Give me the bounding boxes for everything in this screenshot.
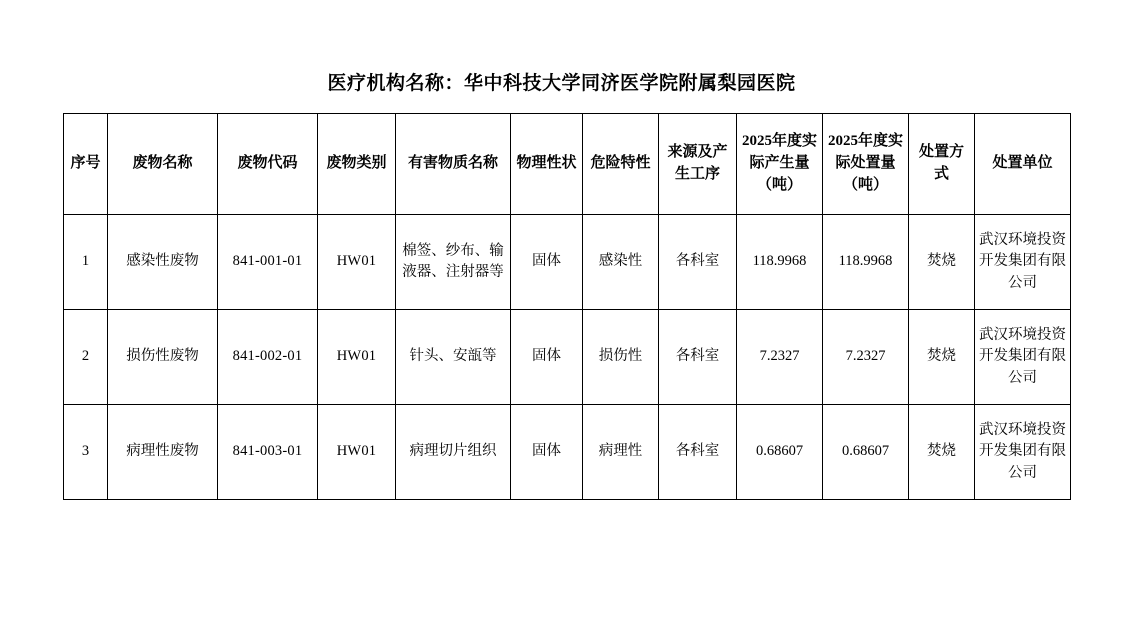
cell-hazard-characteristic: 损伤性 xyxy=(583,310,659,405)
column-header-source-process: 来源及产生工序 xyxy=(659,114,737,215)
cell-index: 1 xyxy=(64,215,108,310)
cell-generated-amount: 118.9968 xyxy=(737,215,823,310)
cell-index: 2 xyxy=(64,310,108,405)
column-header-disposal-unit: 处置单位 xyxy=(975,114,1071,215)
column-header-generated-amount: 2025年度实际产生量（吨） xyxy=(737,114,823,215)
cell-source-process: 各科室 xyxy=(659,310,737,405)
cell-disposal-unit: 武汉环境投资开发集团有限公司 xyxy=(975,405,1071,500)
column-header-index: 序号 xyxy=(64,114,108,215)
page-title: 医疗机构名称：华中科技大学同济医学院附属梨园医院 xyxy=(327,73,796,94)
column-header-physical-state: 物理性状 xyxy=(511,114,583,215)
cell-source-process: 各科室 xyxy=(659,405,737,500)
cell-hazard-characteristic: 病理性 xyxy=(583,405,659,500)
cell-waste-category: HW01 xyxy=(318,215,396,310)
cell-waste-name: 损伤性废物 xyxy=(108,310,218,405)
cell-hazardous-substance: 病理切片组织 xyxy=(396,405,511,500)
cell-disposed-amount: 0.68607 xyxy=(823,405,909,500)
cell-disposed-amount: 7.2327 xyxy=(823,310,909,405)
column-header-disposal-method: 处置方式 xyxy=(909,114,975,215)
cell-generated-amount: 0.68607 xyxy=(737,405,823,500)
cell-disposed-amount: 118.9968 xyxy=(823,215,909,310)
cell-disposal-unit: 武汉环境投资开发集团有限公司 xyxy=(975,310,1071,405)
cell-waste-code: 841-001-01 xyxy=(218,215,318,310)
cell-disposal-unit: 武汉环境投资开发集团有限公司 xyxy=(975,215,1071,310)
hazardous-waste-table xyxy=(63,113,1071,500)
table-header-row xyxy=(64,114,1071,215)
cell-physical-state: 固体 xyxy=(511,405,583,500)
cell-disposal-method: 焚烧 xyxy=(909,310,975,405)
table-row xyxy=(64,405,1071,500)
cell-hazardous-substance: 棉签、纱布、输液器、注射器等 xyxy=(396,215,511,310)
cell-waste-code: 841-002-01 xyxy=(218,310,318,405)
cell-disposal-method: 焚烧 xyxy=(909,405,975,500)
cell-disposal-method: 焚烧 xyxy=(909,215,975,310)
cell-waste-name: 感染性废物 xyxy=(108,215,218,310)
cell-hazardous-substance: 针头、安瓿等 xyxy=(396,310,511,405)
cell-physical-state: 固体 xyxy=(511,215,583,310)
cell-index: 3 xyxy=(64,405,108,500)
column-header-hazard-characteristic: 危险特性 xyxy=(583,114,659,215)
cell-physical-state: 固体 xyxy=(511,310,583,405)
cell-waste-category: HW01 xyxy=(318,405,396,500)
cell-generated-amount: 7.2327 xyxy=(737,310,823,405)
waste-table-container xyxy=(63,113,1066,500)
column-header-disposed-amount: 2025年度实际处置量（吨） xyxy=(823,114,909,215)
cell-waste-category: HW01 xyxy=(318,310,396,405)
table-row xyxy=(64,310,1071,405)
cell-source-process: 各科室 xyxy=(659,215,737,310)
cell-waste-code: 841-003-01 xyxy=(218,405,318,500)
column-header-waste-name: 废物名称 xyxy=(108,114,218,215)
column-header-waste-category: 废物类别 xyxy=(318,114,396,215)
cell-waste-name: 病理性废物 xyxy=(108,405,218,500)
column-header-waste-code: 废物代码 xyxy=(218,114,318,215)
column-header-hazardous-substance: 有害物质名称 xyxy=(396,114,511,215)
table-row xyxy=(64,215,1071,310)
cell-hazard-characteristic: 感染性 xyxy=(583,215,659,310)
